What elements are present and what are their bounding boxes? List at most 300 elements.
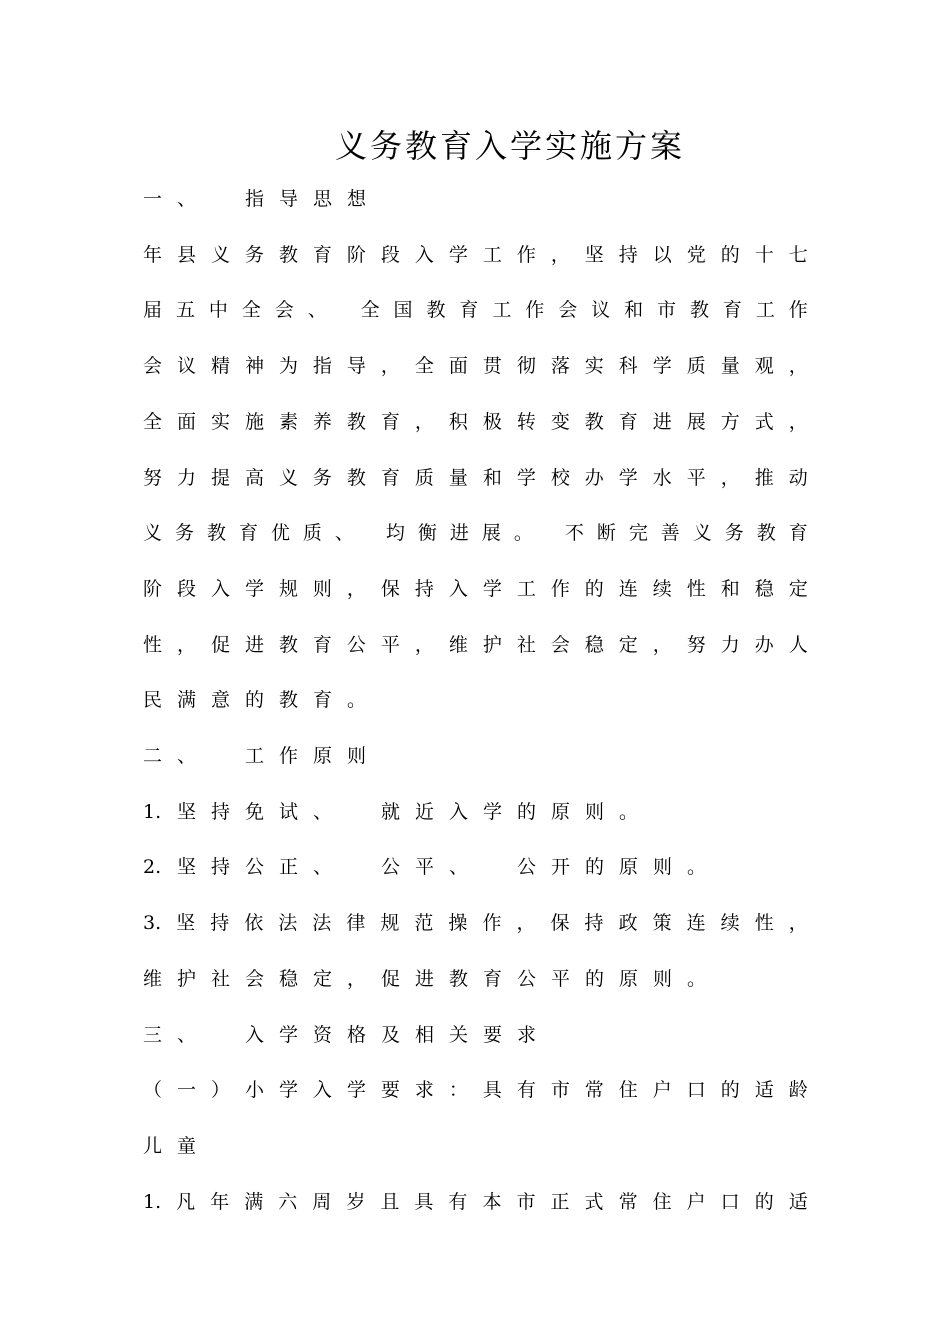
body-char: 教 <box>278 633 298 656</box>
body-char: 学 <box>279 1023 299 1046</box>
body-char: 促 <box>210 633 230 656</box>
body-char: 公 <box>517 856 537 879</box>
body-char: 育 <box>238 522 258 545</box>
body-char: 连 <box>686 912 706 935</box>
body-line <box>143 851 808 883</box>
body-char: 则 <box>653 856 673 879</box>
body-char: 操 <box>448 912 468 935</box>
body-line <box>143 907 808 939</box>
body-char <box>347 796 381 828</box>
body-char: 意 <box>211 689 231 712</box>
body-char: 的 <box>245 689 265 712</box>
body-char: 育 <box>788 522 808 545</box>
body-char: 稳 <box>584 633 604 656</box>
body-char: 龄 <box>788 1079 808 1102</box>
body-char: 水 <box>652 466 672 489</box>
body-char: 学 <box>483 800 503 823</box>
body-char: 续 <box>720 912 740 935</box>
body-char: 面 <box>176 410 196 433</box>
body-char: 工 <box>492 299 512 322</box>
body-char: 育 <box>459 299 479 322</box>
body-char: 指 <box>245 188 265 210</box>
body-char: 法 <box>312 912 332 935</box>
body-char: 性 <box>143 633 163 656</box>
body-char: 完 <box>628 522 648 545</box>
body-line <box>143 629 808 661</box>
body-char <box>341 294 347 326</box>
body-char: 神 <box>244 355 264 378</box>
body-char <box>347 851 381 883</box>
body-char: 以 <box>652 243 672 266</box>
body-char: 学 <box>516 466 536 489</box>
body-char: 求 <box>414 1079 434 1102</box>
body-char: 岁 <box>346 1190 366 1213</box>
body-char: 具 <box>482 1079 502 1102</box>
body-char: 教 <box>449 967 469 990</box>
body-char: ， <box>652 633 672 656</box>
body-char: 育 <box>312 633 332 656</box>
body-char: 的 <box>517 800 537 823</box>
body-char: 全 <box>143 410 163 433</box>
body-char: 则 <box>312 577 332 600</box>
body-char: 公 <box>381 856 401 879</box>
body-line <box>143 406 808 438</box>
body-char: 关 <box>449 1023 469 1046</box>
body-char: 市 <box>550 1079 570 1102</box>
body-char: 育 <box>380 410 400 433</box>
body-char: 1. <box>143 800 162 823</box>
body-char: 公 <box>245 856 265 879</box>
body-char: 极 <box>482 410 502 433</box>
body-char: 坚 <box>177 856 197 879</box>
body-char: 为 <box>278 355 298 378</box>
body-char: 民 <box>143 689 163 712</box>
body-char: 有 <box>516 1079 536 1102</box>
body-char: 教 <box>346 410 366 433</box>
body-char: 导 <box>279 188 299 210</box>
body-char: 七 <box>788 243 808 266</box>
body-line <box>143 517 808 549</box>
body-char: 务 <box>174 522 194 545</box>
body-char: 公 <box>346 633 366 656</box>
body-char: 、 <box>177 745 197 767</box>
body-char: 人 <box>788 633 808 656</box>
body-char: 、 <box>334 522 354 545</box>
body-char: 的 <box>584 577 604 600</box>
body-char: 积 <box>448 410 468 433</box>
body-char: ， <box>788 912 808 935</box>
body-char: 的 <box>754 1190 774 1213</box>
body-char: 施 <box>244 410 264 433</box>
body-char: 稳 <box>279 967 299 990</box>
body-char: 性 <box>754 912 774 935</box>
body-char: 式 <box>754 410 774 433</box>
body-char: 式 <box>584 1190 604 1213</box>
body-char: 学 <box>652 355 672 378</box>
body-char: 资 <box>313 1023 333 1046</box>
body-char: 办 <box>584 466 604 489</box>
body-char: 平 <box>686 466 706 489</box>
body-char: 儿 <box>143 1134 163 1157</box>
body-char: 持 <box>211 800 231 823</box>
body-char: 力 <box>176 466 196 489</box>
body-char: 入 <box>448 577 468 600</box>
body-char: 社 <box>516 633 536 656</box>
body-char: 努 <box>686 633 706 656</box>
body-char: 育 <box>380 466 400 489</box>
body-line <box>143 1019 808 1051</box>
body-char: 教 <box>206 522 226 545</box>
body-char: 。 <box>687 856 707 879</box>
body-line <box>143 740 808 772</box>
body-char: 工 <box>516 577 536 600</box>
body-char: 实 <box>210 410 230 433</box>
body-char: 教 <box>689 299 709 322</box>
body-char: 议 <box>591 299 611 322</box>
body-char: 六 <box>278 1190 298 1213</box>
body-char: 议 <box>176 355 196 378</box>
body-char: 教 <box>426 299 446 322</box>
body-char: 质 <box>414 466 434 489</box>
body-char: 全 <box>241 299 261 322</box>
body-line <box>143 294 808 326</box>
body-char: 量 <box>720 355 740 378</box>
body-char: 、 <box>313 800 333 823</box>
body-char: 则 <box>585 800 605 823</box>
body-char: 动 <box>788 466 808 489</box>
body-char: 连 <box>618 577 638 600</box>
body-line <box>143 183 808 215</box>
body-char: 学 <box>448 243 468 266</box>
body-char: 办 <box>754 633 774 656</box>
body-char: 2. <box>143 856 162 879</box>
body-char: 进 <box>415 967 435 990</box>
body-char: 定 <box>788 577 808 600</box>
body-char: 。 <box>513 522 533 545</box>
body-char: 实 <box>584 355 604 378</box>
body-char: 义 <box>210 243 230 266</box>
body-char: 均 <box>385 522 405 545</box>
body-char: ， <box>788 410 808 433</box>
body-char: 护 <box>177 967 197 990</box>
body-char: 入 <box>312 1079 332 1102</box>
body-char: 义 <box>278 466 298 489</box>
body-char: 常 <box>584 1079 604 1102</box>
body-char: 依 <box>244 912 264 935</box>
body-char: 具 <box>414 1190 434 1213</box>
body-char: 善 <box>660 522 680 545</box>
body-line <box>143 684 808 716</box>
body-char: 策 <box>652 912 672 935</box>
body-char: 定 <box>618 633 638 656</box>
body-char: 推 <box>754 466 774 489</box>
body-char: ， <box>720 466 740 489</box>
body-char: 的 <box>585 856 605 879</box>
body-char: 就 <box>381 800 401 823</box>
body-char: 一 <box>143 188 163 210</box>
body-char: ， <box>347 967 367 990</box>
body-char: 正 <box>279 856 299 879</box>
body-char: 全 <box>360 299 380 322</box>
body-char <box>483 851 517 883</box>
body-char: 年 <box>143 243 163 266</box>
body-char: 彻 <box>516 355 536 378</box>
body-char: 优 <box>270 522 290 545</box>
body-char: 转 <box>516 410 536 433</box>
body-char: 义 <box>143 522 163 545</box>
body-char: 户 <box>652 1079 672 1102</box>
body-char: 高 <box>244 466 264 489</box>
body-char: 段 <box>176 577 196 600</box>
body-line <box>143 350 808 382</box>
body-char: 。 <box>347 689 367 712</box>
body-char: 规 <box>380 912 400 935</box>
body-char: 求 <box>517 1023 537 1046</box>
body-char: 学 <box>244 577 264 600</box>
body-char: 作 <box>482 912 502 935</box>
body-char: 促 <box>381 967 401 990</box>
body-char: 务 <box>724 522 744 545</box>
body-char: 作 <box>550 577 570 600</box>
body-line <box>143 963 808 995</box>
body-char: 保 <box>380 577 400 600</box>
body-char: ， <box>516 912 536 935</box>
body-char: 原 <box>313 745 333 767</box>
body-line <box>143 796 808 828</box>
body-char: 。 <box>619 800 639 823</box>
body-char: 性 <box>686 577 706 600</box>
body-char: 公 <box>517 967 537 990</box>
body-char: 护 <box>482 633 502 656</box>
body-char: 凡 <box>176 1190 196 1213</box>
body-char: 三 <box>143 1023 163 1046</box>
body-char: 常 <box>618 1190 638 1213</box>
body-char: ： <box>448 1079 468 1102</box>
body-char: 会 <box>143 355 163 378</box>
body-char: 住 <box>618 1079 638 1102</box>
body-char: 口 <box>720 1190 740 1213</box>
body-char: 国 <box>393 299 413 322</box>
body-char: ， <box>346 577 366 600</box>
body-char: 有 <box>448 1190 468 1213</box>
body-char: 范 <box>414 912 434 935</box>
body-char: 持 <box>211 856 231 879</box>
body-char: 学 <box>482 577 502 600</box>
body-char: 正 <box>550 1190 570 1213</box>
body-char: 。 <box>687 967 707 990</box>
body-char: 科 <box>618 355 638 378</box>
body-char: 、 <box>177 1023 197 1046</box>
body-char: 开 <box>551 856 571 879</box>
body-char: 格 <box>347 1023 367 1046</box>
body-char: 维 <box>143 967 163 990</box>
body-char: 和 <box>720 577 740 600</box>
body-char: ， <box>788 355 808 378</box>
body-char: 中 <box>208 299 228 322</box>
body-char: （ <box>143 1079 163 1102</box>
body-char: 展 <box>481 522 501 545</box>
body-char: 变 <box>550 410 570 433</box>
body-char: 户 <box>686 1190 706 1213</box>
body-char: 律 <box>346 912 366 935</box>
body-char: 学 <box>346 1079 366 1102</box>
body-char: 持 <box>584 912 604 935</box>
body-char: 、 <box>449 856 469 879</box>
body-char <box>211 1019 245 1051</box>
body-char: 入 <box>245 1023 265 1046</box>
body-char: 小 <box>244 1079 264 1102</box>
body-char: 进 <box>244 633 264 656</box>
body-char: 维 <box>448 633 468 656</box>
body-char: ， <box>176 633 196 656</box>
body-char <box>367 517 373 549</box>
body-char: 政 <box>618 912 638 935</box>
body-char: 展 <box>686 410 706 433</box>
body-char: 市 <box>516 1190 536 1213</box>
body-char: 的 <box>585 967 605 990</box>
body-char: 稳 <box>754 577 774 600</box>
body-char: 定 <box>313 967 333 990</box>
body-char: 教 <box>346 466 366 489</box>
body-char: 年 <box>210 1190 230 1213</box>
body-char: 原 <box>619 856 639 879</box>
body-char: 义 <box>692 522 712 545</box>
body-char: 党 <box>686 243 706 266</box>
body-char: 和 <box>624 299 644 322</box>
body-char: 平 <box>415 856 435 879</box>
body-char: 满 <box>177 689 197 712</box>
body-char: 不 <box>564 522 584 545</box>
body-char: 务 <box>312 466 332 489</box>
body-char: 进 <box>652 410 672 433</box>
body-char: 教 <box>279 689 299 712</box>
body-char: 量 <box>448 466 468 489</box>
body-char <box>211 740 245 772</box>
body-char: 且 <box>380 1190 400 1213</box>
body-char: 力 <box>720 633 740 656</box>
body-char: 二 <box>143 745 163 767</box>
body-char: 本 <box>482 1190 502 1213</box>
body-char: 的 <box>720 1079 740 1102</box>
body-char: 想 <box>347 188 367 210</box>
body-char: 努 <box>143 466 163 489</box>
body-char: 1. <box>143 1190 162 1213</box>
body-char: 社 <box>211 967 231 990</box>
body-line <box>143 1130 808 1162</box>
body-char: 坚 <box>584 243 604 266</box>
body-char: 作 <box>279 745 299 767</box>
body-char: 试 <box>279 800 299 823</box>
body-char: 县 <box>176 243 196 266</box>
body-char: 五 <box>175 299 195 322</box>
body-char: 校 <box>550 466 570 489</box>
body-char: 作 <box>525 299 545 322</box>
body-char: 断 <box>596 522 616 545</box>
body-char: 、 <box>307 299 327 322</box>
body-char <box>546 517 552 549</box>
body-char: 适 <box>754 1079 774 1102</box>
body-char: ， <box>380 355 400 378</box>
body-char: 养 <box>312 410 332 433</box>
body-char: 要 <box>483 1023 503 1046</box>
body-line <box>143 1186 808 1218</box>
body-char: 落 <box>550 355 570 378</box>
body-char: 持 <box>210 912 230 935</box>
body-line <box>143 573 808 605</box>
body-char: 入 <box>414 243 434 266</box>
body-char: 则 <box>653 967 673 990</box>
body-char: 和 <box>482 466 502 489</box>
body-char: 育 <box>312 243 332 266</box>
body-char: 面 <box>448 355 468 378</box>
body-char: 周 <box>312 1190 332 1213</box>
body-char: 原 <box>551 800 571 823</box>
body-char: 入 <box>449 800 469 823</box>
body-char: 则 <box>347 745 367 767</box>
body-char: 素 <box>278 410 298 433</box>
body-char: 学 <box>278 1079 298 1102</box>
body-char: 精 <box>210 355 230 378</box>
body-char: 会 <box>245 967 265 990</box>
body-char: 相 <box>415 1023 435 1046</box>
body-char: 会 <box>558 299 578 322</box>
body-char: 工 <box>755 299 775 322</box>
body-char: 全 <box>414 355 434 378</box>
body-char: 、 <box>177 188 197 210</box>
body-line <box>143 462 808 494</box>
body-char: 规 <box>278 577 298 600</box>
body-char: ， <box>550 243 570 266</box>
body-char: 保 <box>550 912 570 935</box>
body-char <box>211 183 245 215</box>
body-char: 十 <box>754 243 774 266</box>
body-char: 育 <box>313 689 333 712</box>
body-char: 会 <box>274 299 294 322</box>
body-char: 、 <box>313 856 333 879</box>
body-char: 持 <box>618 243 638 266</box>
body-char: 坚 <box>176 912 196 935</box>
body-char: 会 <box>550 633 570 656</box>
body-char: 质 <box>686 355 706 378</box>
body-char: 思 <box>313 188 333 210</box>
body-char: 法 <box>278 912 298 935</box>
body-char: ， <box>414 633 434 656</box>
body-char: 导 <box>346 355 366 378</box>
body-char: 入 <box>210 577 230 600</box>
document-title: 义务教育入学实施方案 <box>334 127 685 165</box>
body-char: 口 <box>686 1079 706 1102</box>
body-char: 阶 <box>143 577 163 600</box>
body-char: 届 <box>143 299 163 322</box>
body-char: 指 <box>312 355 332 378</box>
body-char: 持 <box>414 577 434 600</box>
body-char: 及 <box>381 1023 401 1046</box>
body-char: 贯 <box>482 355 502 378</box>
body-char: 衡 <box>417 522 437 545</box>
body-char: 教 <box>278 243 298 266</box>
body-char: 童 <box>177 1134 197 1157</box>
body-char: 工 <box>482 243 502 266</box>
body-char: 一 <box>176 1079 196 1102</box>
body-char: 育 <box>618 410 638 433</box>
body-char: ， <box>414 410 434 433</box>
body-char: 观 <box>754 355 774 378</box>
body-char: 3. <box>143 912 162 935</box>
body-char: 段 <box>380 243 400 266</box>
body-char: 适 <box>788 1190 808 1213</box>
body-char: ） <box>210 1079 230 1102</box>
body-char: 教 <box>756 522 776 545</box>
